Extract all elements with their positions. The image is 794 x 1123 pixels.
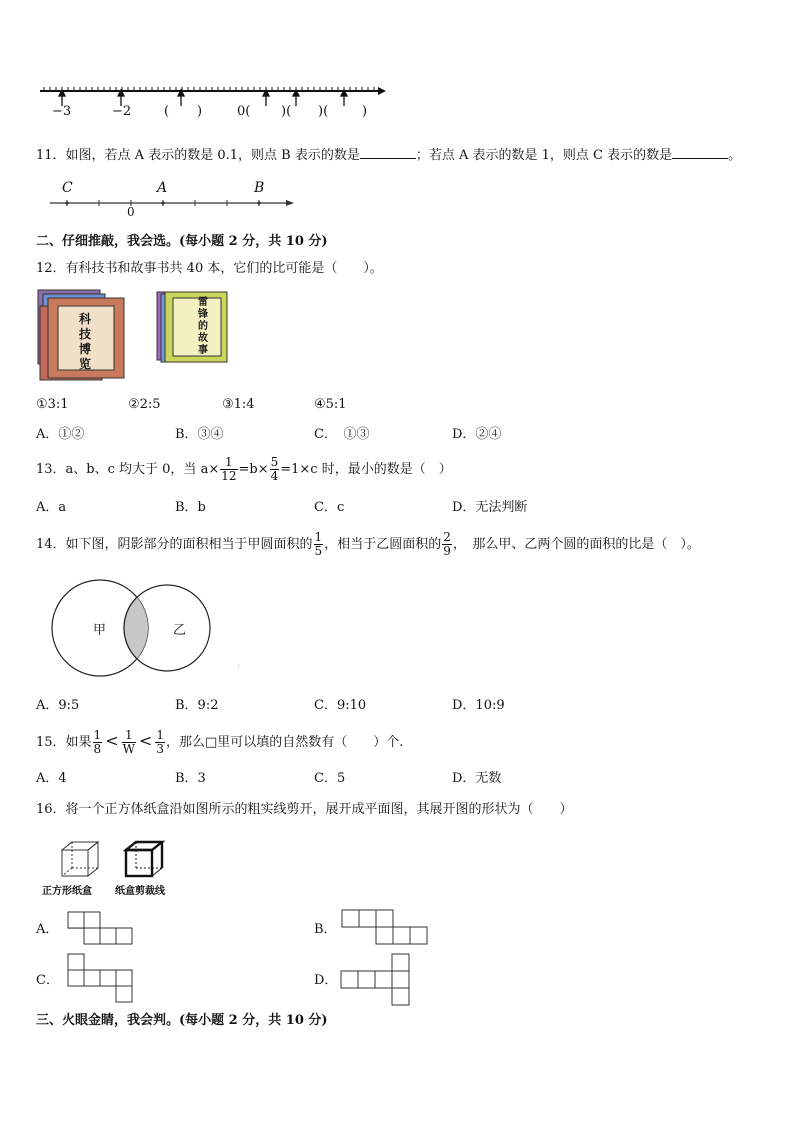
circle-a-label: 甲 [93, 623, 107, 638]
q14-pre: 14．如下图，阴影部分的面积相当于甲圆面积的 [36, 537, 313, 552]
q14-fraction-2 [442, 531, 452, 558]
q13-fraction-1 [220, 456, 237, 483]
nl-label-neg2: −2 [112, 104, 132, 119]
book2-char-3: 的 [198, 321, 208, 332]
q14-circles-figure [40, 578, 250, 678]
cube-cut-lines-image [124, 840, 168, 880]
book1-char-2: 技 [78, 327, 91, 341]
section-2-title: 二、仔细推敲，我会选。(每小题 2 分，共 10 分) [36, 234, 328, 249]
caption-cut-lines: 纸盒剪裁线 [115, 886, 165, 897]
book2-char-5: 事 [198, 345, 208, 356]
q11-label-a: A [157, 180, 168, 196]
q16-net-a [66, 910, 138, 946]
q11-label-c: C [62, 180, 73, 196]
q15-f3-den: 3 [156, 742, 164, 756]
q13-f1-den: 12 [221, 469, 237, 483]
q13-pre: 13．a、b、c 均大于 0，当 a× [36, 462, 220, 477]
q11-end: 。 [728, 148, 742, 163]
q15-pre: 15．如果 [36, 735, 92, 750]
q15-f2-num: 1 [124, 728, 133, 742]
book1-char-3: 博 [78, 342, 91, 356]
q15-option-c[interactable]: C．5 [314, 771, 346, 786]
nl-label-paren-close: ) [197, 104, 203, 119]
q15-f3-num: 1 [156, 728, 164, 742]
q14-fraction-1 [314, 531, 324, 558]
q16-option-b[interactable]: B． [314, 922, 337, 937]
book2-char-1: 雷 [198, 297, 208, 308]
book2-title [195, 297, 211, 357]
question-15 [36, 726, 403, 758]
q16-option-c[interactable]: C． [36, 973, 59, 988]
q14-option-c[interactable]: C．9:10 [314, 698, 367, 713]
book1-char-1: 科 [78, 312, 91, 326]
q13-option-b[interactable]: B．b [175, 500, 206, 515]
q15-fraction-3 [155, 729, 165, 756]
cube-box-image [60, 840, 104, 880]
q11-blank-1[interactable] [360, 146, 416, 159]
book2-char-4: 故 [198, 333, 208, 344]
q12-ratio-1: ①3:1 [36, 397, 69, 412]
question-12: 12．有科技书和故事书共 40 本，它们的比可能是（ ）。 [36, 261, 383, 276]
q12-option-c[interactable]: C． ①③ [314, 427, 370, 442]
q14-post: ， 那么甲、乙两个圆的面积的比是（ ）。 [452, 537, 700, 552]
q11-label-b: B [254, 180, 265, 196]
nl-label-neg3: −3 [52, 104, 72, 119]
q15-less-than-2: < [138, 731, 153, 750]
q14-f2-num: 2 [443, 530, 451, 544]
q13-fraction-2 [270, 456, 280, 483]
q12-ratio-2: ②2:5 [128, 397, 161, 412]
circle-b-label: 乙 [173, 623, 187, 638]
q15-fraction-2 [122, 729, 136, 756]
q12-option-a[interactable]: A．①② [36, 427, 85, 442]
q14-f2-den: 9 [443, 544, 451, 558]
question-13 [36, 455, 452, 485]
question-11 [36, 146, 741, 165]
q11-number: 11． [36, 148, 66, 163]
q11-blank-2[interactable] [672, 146, 728, 159]
nl-label-blank2: )( [281, 104, 292, 119]
q15-post: ，那么□里可以填的自然数有（ ）个. [165, 735, 404, 750]
q11-label-zero: 0 [127, 205, 135, 219]
q16-option-d[interactable]: D． [314, 973, 338, 988]
q15-option-b[interactable]: B．3 [175, 771, 206, 786]
q14-f1-num: 1 [314, 530, 323, 544]
q14-mid: ，相当于乙圆面积的 [324, 537, 442, 552]
q11-part1: 如图，若点 A 表示的数是 0.1，则点 B 表示的数是 [65, 148, 360, 163]
number-line-arrowhead [378, 87, 386, 95]
q13-mid: =b× [238, 462, 269, 477]
q15-option-a[interactable]: A．4 [36, 771, 67, 786]
q13-f2-den: 4 [270, 469, 279, 483]
q14-f1-den: 5 [314, 544, 323, 558]
book2-char-2: 锋 [198, 309, 208, 320]
q12-option-d[interactable]: D．②④ [452, 427, 502, 442]
q15-f1-den: 8 [93, 742, 102, 756]
q15-f1-num: 1 [93, 728, 102, 742]
nl-label-zero: 0( [237, 104, 251, 119]
q12-option-b[interactable]: B．③④ [175, 427, 224, 442]
q13-post: =1×c 时，最小的数是（ ） [280, 462, 452, 477]
book1-char-4: 览 [78, 357, 91, 371]
q15-less-than-1: < [105, 731, 119, 750]
section-3-title: 三、火眼金睛，我会判。(每小题 2 分，共 10 分) [36, 1013, 328, 1028]
q13-option-d[interactable]: D．无法判断 [452, 500, 528, 515]
number-line-pointer-arrows [59, 90, 347, 106]
nl-label-blank4: ) [362, 104, 368, 119]
q12-ratio-4: ④5:1 [314, 397, 347, 412]
q13-option-c[interactable]: C．c [314, 500, 345, 515]
q13-f2-num: 5 [270, 455, 279, 469]
nl-label-blank3: )( [318, 104, 329, 119]
q15-option-d[interactable]: D．无数 [452, 771, 502, 786]
q16-option-a[interactable]: A． [36, 922, 59, 937]
q13-f1-num: 1 [225, 455, 233, 469]
q14-option-b[interactable]: B．9:2 [175, 698, 219, 713]
nl-label-paren-open: ( [164, 104, 170, 119]
q14-option-a[interactable]: A．9:5 [36, 698, 80, 713]
q11-part2: ；若点 A 表示的数是 1，则点 C 表示的数是 [415, 148, 673, 163]
q12-ratio-3: ③1:4 [222, 397, 255, 412]
question-16: 16．将一个正方体纸盒沿如图所示的粗实线剪开，展开成平面图，其展开图的形状为（ ） [36, 802, 573, 817]
q15-fraction-1 [93, 729, 103, 756]
q16-net-b [340, 908, 430, 946]
q16-net-c [66, 952, 138, 1006]
question-14 [36, 530, 700, 560]
book1-title [76, 312, 94, 372]
q15-f2-den: W [122, 742, 135, 756]
q14-option-d[interactable]: D．10:9 [452, 698, 505, 713]
q16-net-d [340, 952, 430, 1008]
caption-cube-box: 正方形纸盒 [42, 886, 92, 897]
q13-option-a[interactable]: A．a [36, 500, 67, 515]
